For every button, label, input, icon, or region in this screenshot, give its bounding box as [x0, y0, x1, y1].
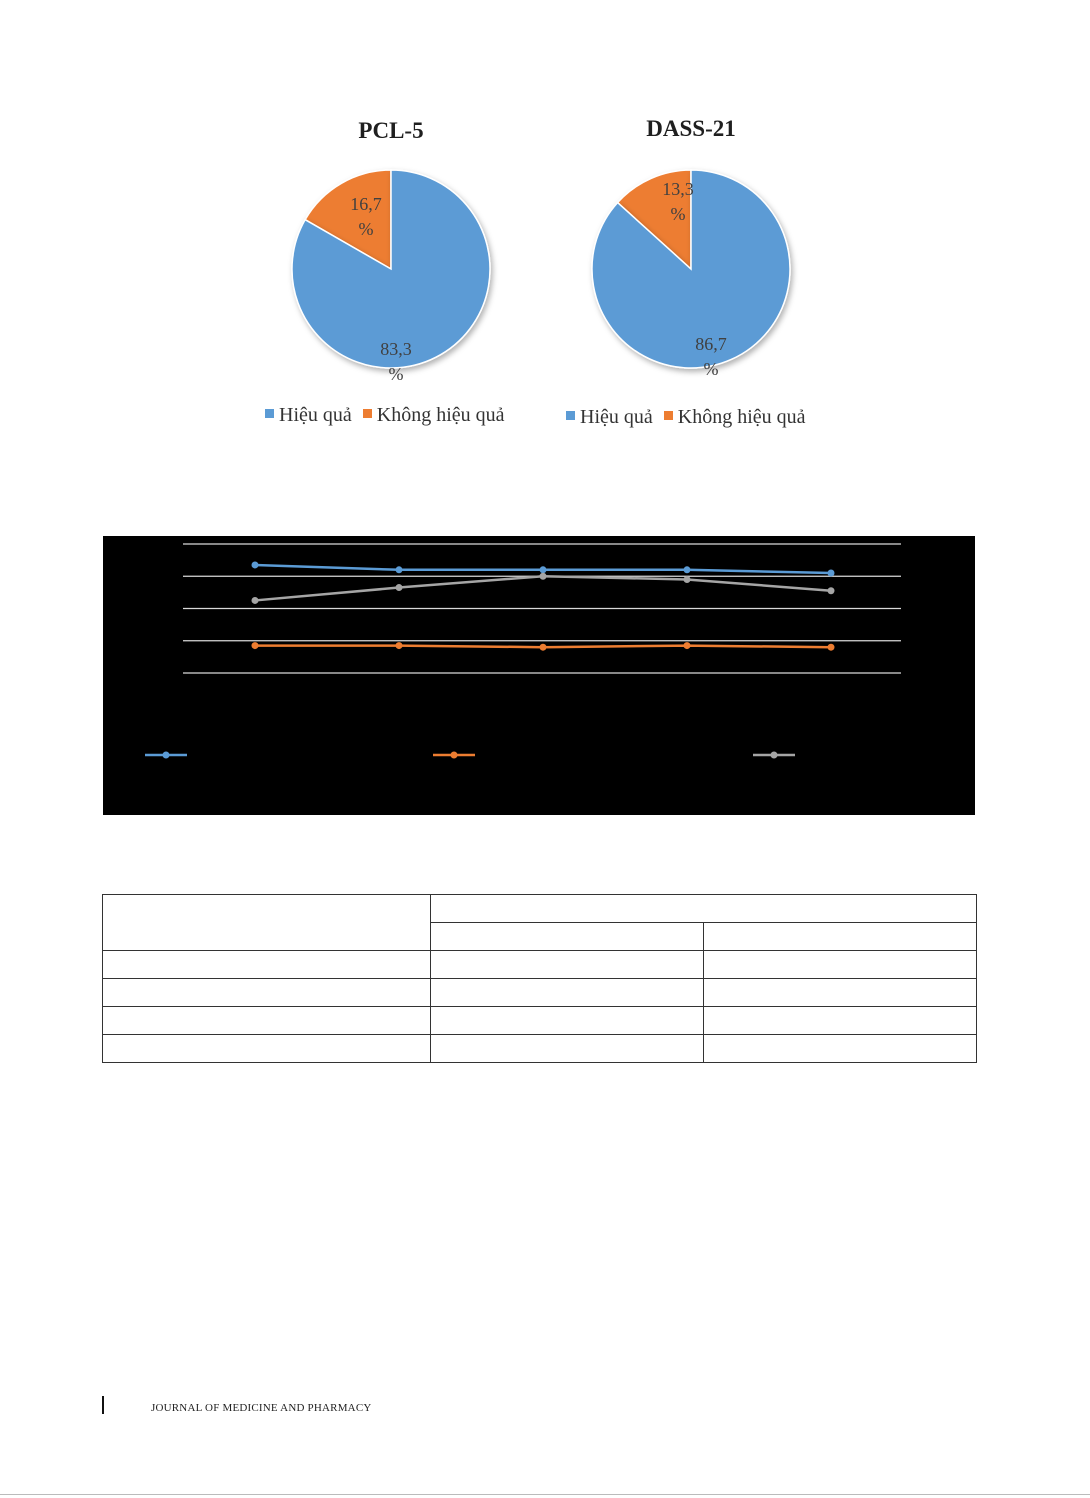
pie-data-label: 83,3: [380, 339, 412, 359]
table-cell: [103, 951, 431, 979]
footer-rule: [102, 1396, 104, 1414]
table-cell: [103, 1035, 431, 1063]
pie-data-label: 86,7: [695, 334, 727, 354]
legend-swatch-blue: [566, 411, 575, 420]
data-point: [396, 566, 403, 573]
table-cell: [103, 979, 431, 1007]
legend-item-effective: [265, 404, 352, 426]
table-header-cell: [704, 923, 977, 951]
data-point: [396, 642, 403, 649]
data-point: [540, 573, 547, 580]
legend-item-ineffective: [664, 406, 806, 428]
data-point: [684, 576, 691, 583]
table-header-row: [103, 895, 977, 923]
journal-name: JOURNAL OF MEDICINE AND PHARMACY: [151, 1402, 372, 1414]
legend-item-effective: [566, 406, 653, 428]
table-row: [103, 951, 977, 979]
table-header-cell: [431, 923, 704, 951]
legend-dass21: [566, 406, 812, 429]
legend-swatch-blue: [265, 409, 274, 418]
pie-chart-dass21: [570, 110, 820, 440]
table-cell: [704, 951, 977, 979]
data-point: [540, 566, 547, 573]
page-bottom-rule: [0, 1494, 1090, 1495]
table-cell: [431, 979, 704, 1007]
data-point: [252, 642, 259, 649]
table-header-cell: [103, 895, 431, 951]
legend-pcl5: [265, 404, 511, 427]
pie-title-dass21: DASS-21: [646, 116, 736, 141]
data-point: [828, 644, 835, 651]
data-point: [252, 597, 259, 604]
data-point: [684, 566, 691, 573]
pie-data-label-unit: %: [358, 219, 374, 239]
legend-label: Hiệu quả: [279, 404, 352, 426]
pie-data-label: 16,7: [350, 194, 382, 214]
table-cell: [704, 1035, 977, 1063]
legend-label: Hiệu quả: [580, 406, 653, 428]
data-point: [828, 570, 835, 577]
pie-title-pcl5: PCL-5: [358, 118, 424, 143]
table-cell: [704, 979, 977, 1007]
table-cell: [103, 1007, 431, 1035]
table-row: [103, 1007, 977, 1035]
pie-data-label: 13,3: [662, 179, 694, 199]
legend-swatch-orange: [363, 409, 372, 418]
legend-marker: [451, 752, 458, 759]
legend-marker: [163, 752, 170, 759]
legend-label: Không hiệu quả: [376, 404, 505, 426]
pie-data-label-unit: %: [703, 359, 719, 379]
data-point: [684, 642, 691, 649]
legend-marker: [771, 752, 778, 759]
legend-label: Không hiệu quả: [677, 406, 806, 428]
data-point: [828, 587, 835, 594]
series-line: [255, 576, 831, 600]
table-row: [103, 1035, 977, 1063]
line-chart-svg: [103, 536, 975, 815]
data-point: [540, 644, 547, 651]
legend-item-ineffective: [363, 404, 505, 426]
pie-data-label-unit: %: [388, 364, 404, 384]
table-cell: [704, 1007, 977, 1035]
table-cell: [431, 1035, 704, 1063]
data-table: [102, 894, 977, 1063]
line-chart-panel: [103, 536, 975, 815]
data-point: [252, 561, 259, 568]
table-header-cell: [431, 895, 977, 923]
data-point: [396, 584, 403, 591]
table-cell: [431, 951, 704, 979]
table-row: [103, 979, 977, 1007]
pie-svg-dass21: [570, 145, 820, 425]
pie-svg-pcl5: [270, 145, 520, 425]
table-cell: [431, 1007, 704, 1035]
legend-swatch-orange: [664, 411, 673, 420]
pie-data-label-unit: %: [670, 204, 686, 224]
pie-chart-pcl5: [270, 110, 520, 440]
